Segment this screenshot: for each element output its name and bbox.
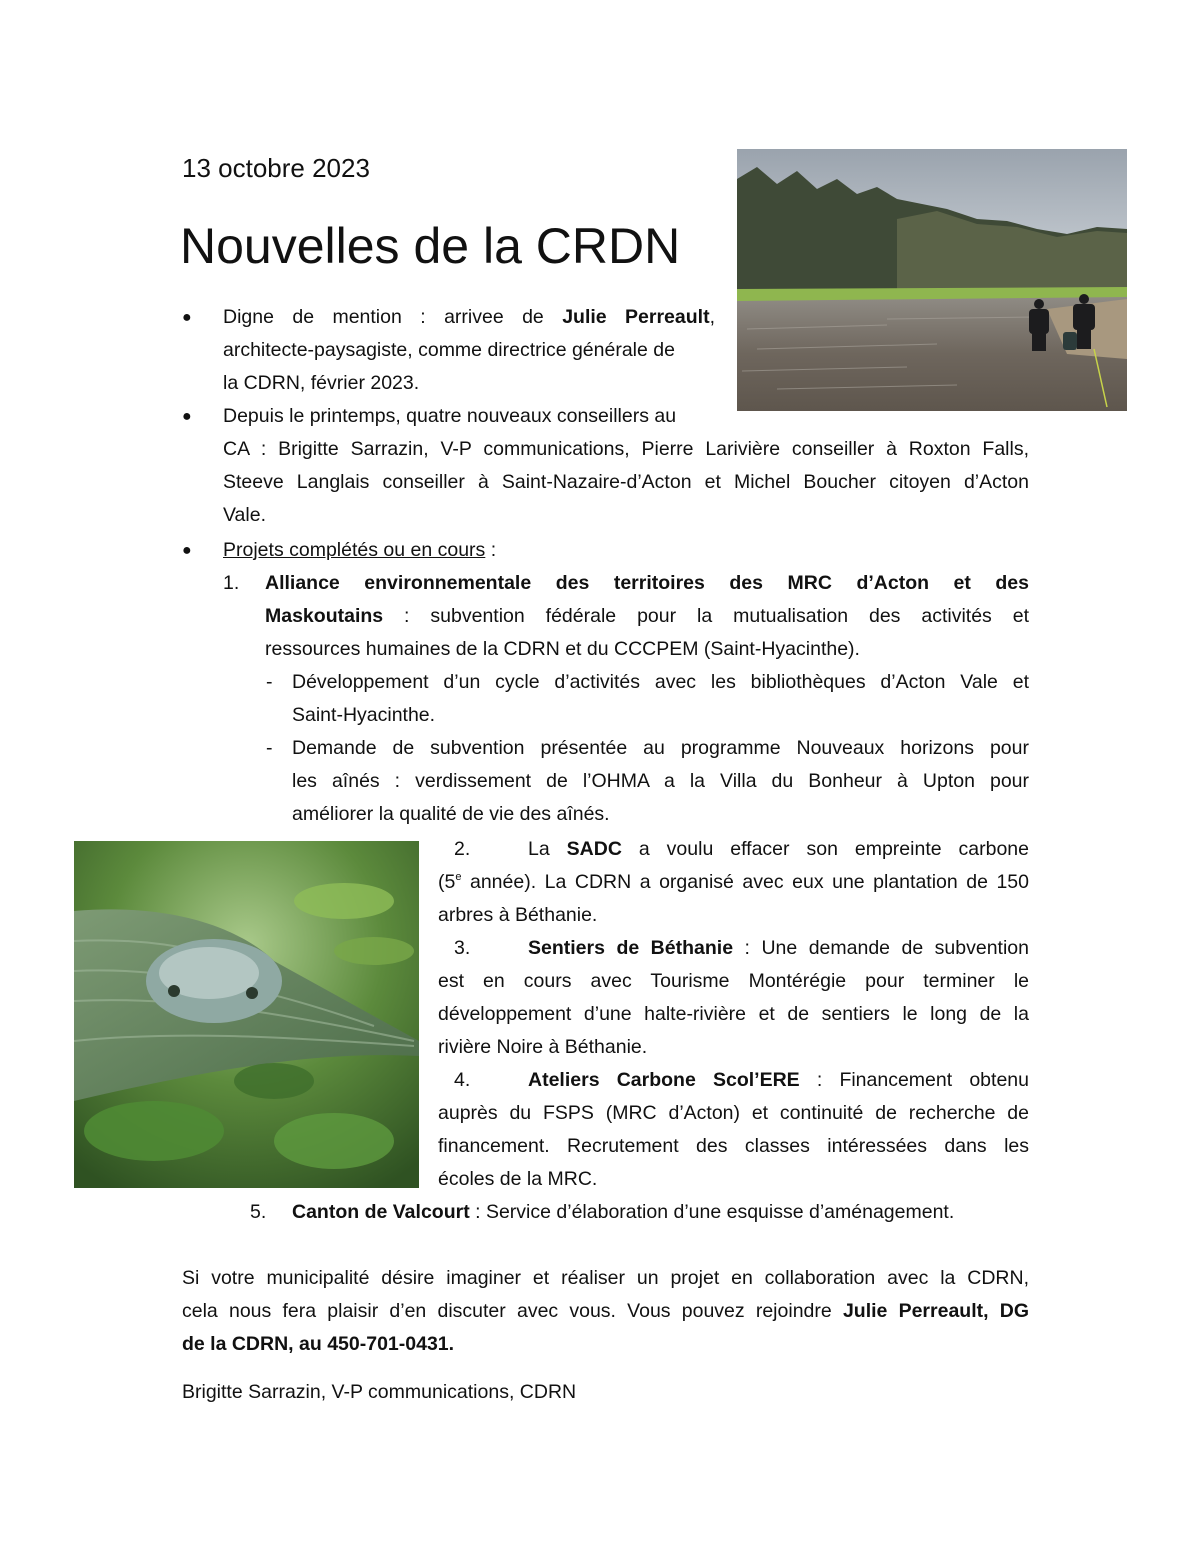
project-1-title: Alliance environnementale des territoires des MRC d’Acton et des — [265, 572, 1029, 594]
project-1-line-1 — [265, 567, 1029, 600]
project-4-line-2: auprès du FSPS (MRC d’Acton) et continuité de recherche de — [438, 1102, 1029, 1124]
text: : Financement obtenu — [799, 1069, 1029, 1091]
project-3-line-3: développement d’une halte-rivière et de sentiers le long de la — [438, 1003, 1029, 1025]
project-4-line-4: écoles de la MRC. — [438, 1168, 598, 1190]
river-photo — [737, 149, 1127, 411]
project-2-line-2 — [438, 866, 1029, 899]
subitem-1-line-1: Développement d’un cycle d’activités avec les bibliothèques d’Acton Vale et — [292, 671, 1029, 693]
bold-name: Julie Perreault — [562, 306, 710, 328]
bullet-icon: ● — [182, 542, 192, 559]
project-2-title: SADC — [566, 838, 622, 860]
project-5-title: Canton de Valcourt — [292, 1201, 470, 1223]
text: année). La CDRN a organisé avec eux une plantation de 150 — [461, 871, 1029, 893]
bullet-1-line-2: architecte-paysagiste, comme directrice générale de — [223, 339, 675, 361]
subitem-2-line-3: améliorer la qualité de vie des aînés. — [292, 803, 610, 825]
text: : subvention fédérale pour la mutualisation des activités et — [383, 605, 1029, 627]
text: : Service d’élaboration d’une esquisse d’aménagement. — [469, 1201, 955, 1223]
document-date: 13 octobre 2023 — [182, 153, 370, 183]
text: Digne de mention : arrivee de — [223, 306, 563, 328]
frog-photo — [74, 841, 419, 1188]
project-2-line-3: arbres à Béthanie. — [438, 904, 598, 926]
project-4-line-1 — [528, 1064, 1029, 1097]
project-1-line-2 — [265, 600, 1029, 633]
bullet-icon: ● — [182, 309, 192, 326]
subitem-2-line-1: Demande de subvention présentée au programme Nouveaux horizons pour — [292, 737, 1029, 759]
project-5-number: 5. — [250, 1201, 267, 1223]
project-4-title: Ateliers Carbone Scol’ERE — [528, 1069, 800, 1091]
bullet-2-line-3: Steeve Langlais conseiller à Saint-Nazaire-d’Acton et Michel Boucher citoyen d’Acton — [223, 471, 1029, 493]
dash-icon: - — [266, 737, 273, 759]
project-1-line-3: ressources humaines de la CDRN et du CCCPEM (Saint-Hyacinthe). — [265, 638, 860, 660]
text: a voulu effacer son empreinte carbone — [621, 838, 1030, 860]
bullet-2-line-1: Depuis le printemps, quatre nouveaux conseillers au — [223, 405, 677, 427]
frog-photo-graphic — [74, 841, 419, 1188]
projects-heading-text: Projets complétés ou en cours — [223, 539, 486, 561]
project-3-line-2: est en cours avec Tourisme Montérégie pour terminer le — [438, 970, 1029, 992]
bullet-2-line-4: Vale. — [223, 504, 266, 526]
page-title: Nouvelles de la CRDN — [180, 218, 681, 274]
project-1-number: 1. — [223, 572, 240, 594]
project-2-number: 2. — [454, 838, 471, 860]
river-photo-graphic — [737, 149, 1127, 411]
text: cela nous fera plaisir d’en discuter avec vous. Vous pouvez rejoindre — [182, 1300, 843, 1322]
project-2-line-1 — [438, 833, 1029, 866]
text: La — [528, 838, 567, 860]
project-3-line-4: rivière Noire à Béthanie. — [438, 1036, 648, 1058]
bullet-2-line-2: CA : Brigitte Sarrazin, V-P communications, Pierre Larivière conseiller à Roxton Falls, — [223, 438, 1029, 460]
project-1-title-cont: Maskoutains — [265, 605, 384, 627]
project-3-number: 3. — [454, 937, 471, 959]
bullet-icon: ● — [182, 408, 192, 425]
bullet-1-line-3: la CDRN, février 2023. — [223, 372, 420, 394]
subitem-2-line-2: les aînés : verdissement de l’OHMA a la Villa du Bonheur à Upton pour — [292, 770, 1029, 792]
project-4-number: 4. — [454, 1069, 471, 1091]
closing-line-1: Si votre municipalité désire imaginer et réaliser un projet en collaboration avec la CDRN, — [182, 1267, 1029, 1289]
projects-heading — [223, 534, 496, 567]
text: : — [485, 539, 497, 561]
closing-line-2 — [182, 1295, 1029, 1328]
project-3-title: Sentiers de Béthanie — [528, 937, 734, 959]
text: (5 — [438, 871, 456, 893]
bullet-1-line-1 — [223, 301, 715, 334]
dash-icon: - — [266, 671, 273, 693]
project-5-line — [292, 1196, 954, 1229]
signature: Brigitte Sarrazin, V-P communications, CDRN — [182, 1381, 577, 1403]
closing-line-3 — [182, 1328, 454, 1361]
text: , — [709, 306, 715, 328]
project-4-line-3: financement. Recrutement des classes intéressées dans les — [438, 1135, 1029, 1157]
project-3-line-1 — [528, 932, 1029, 965]
contact-name: Julie Perreault, DG — [842, 1300, 1029, 1322]
text: : Une demande de subvention — [733, 937, 1029, 959]
subitem-1-line-2: Saint-Hyacinthe. — [292, 704, 436, 726]
superscript: e — [455, 871, 462, 883]
contact-phone: de la CDRN, au 450-701-0431. — [182, 1333, 455, 1355]
